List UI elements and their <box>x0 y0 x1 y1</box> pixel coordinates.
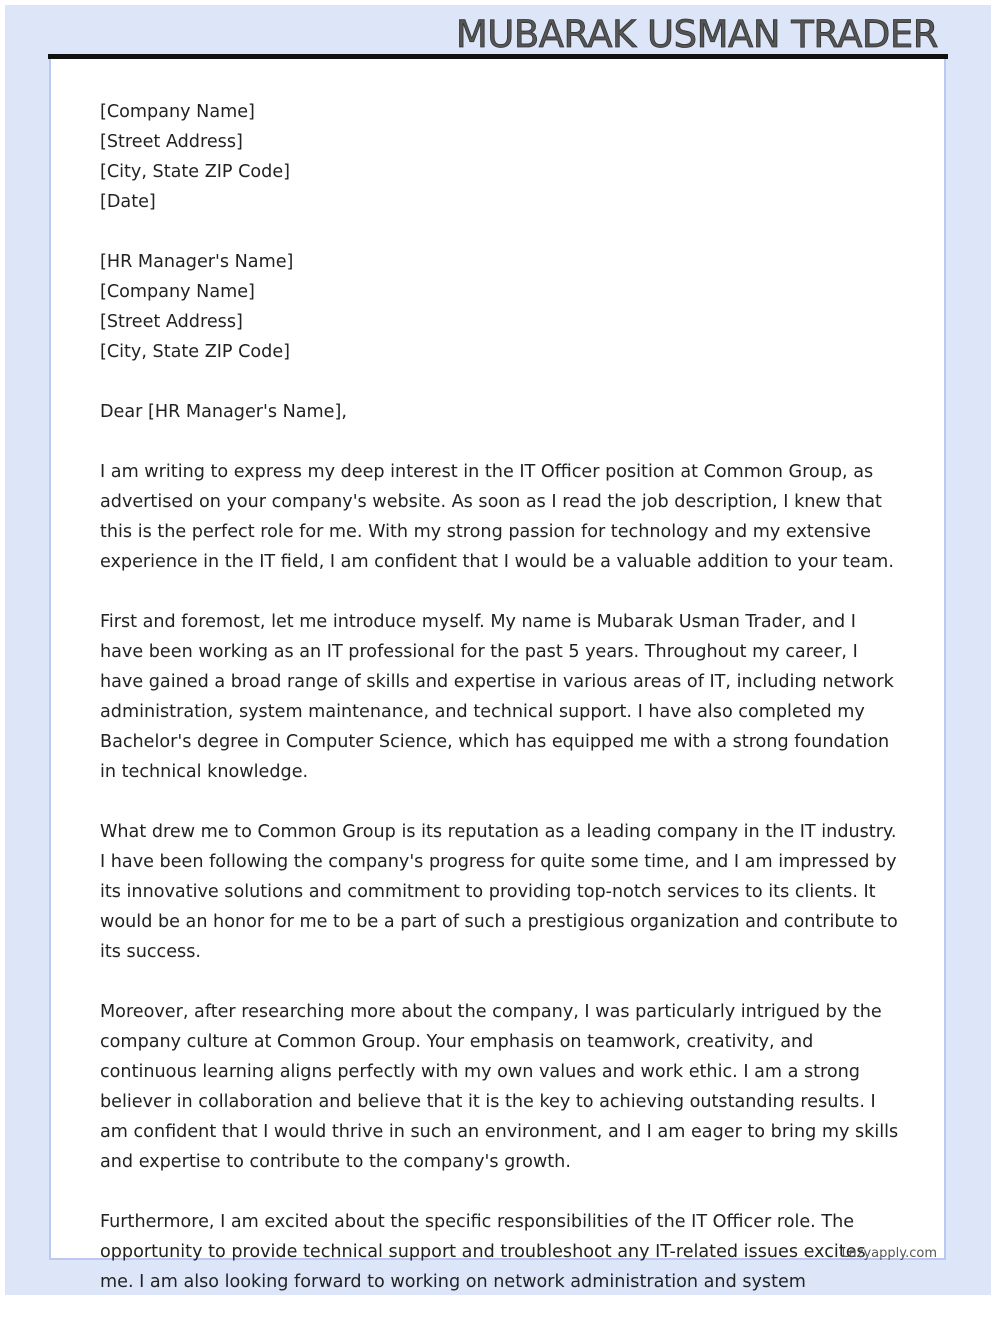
body-paragraph: What drew me to Common Group is its reputation as a leading company in the IT industry. I have been following the company's progress for quite some time, and I am impressed by its innovative solutions and commitment to providing top-notch services to its clients. It would be an honor for me to be a part of such a prestigious organization and contribute to its success. <box>100 822 898 962</box>
recipient-street: [Street Address] <box>100 312 243 332</box>
sender-company: [Company Name] <box>100 102 255 122</box>
letter-date: [Date] <box>100 192 156 212</box>
sender-address-block <box>100 97 900 217</box>
recipient-city: [City, State ZIP Code] <box>100 342 291 362</box>
cover-letter-body <box>100 97 900 1327</box>
recipient-company: [Company Name] <box>100 282 255 302</box>
body-paragraph: I am writing to express my deep interest in the IT Officer position at Common Group, as advertised on your company's website. As soon as I read the job description, I knew that this is the perfect role for me. With my strong passion for technology and my extensive experience in the IT field, I am confident that I would be a valuable addition to your team. <box>100 462 894 572</box>
body-paragraph: Moreover, after researching more about the company, I was particularly intrigued by the company culture at Common Group. Your emphasis on teamwork, creativity, and continuous learning aligns perfectly with my own values and work ethic. I am a strong believer in collaboration and believe that it is the key to achieving outstanding results. I am confident that I would thrive in such an environment, and I am eager to bring my skills and expertise to contribute to the company's growth. <box>100 1002 899 1172</box>
recipient-address-block <box>100 247 900 367</box>
sender-city: [City, State ZIP Code] <box>100 162 291 182</box>
recipient-manager: [HR Manager's Name] <box>100 252 294 272</box>
sender-street: [Street Address] <box>100 132 243 152</box>
watermark-text: Lazyapply.com <box>841 1246 937 1261</box>
salutation: Dear [HR Manager's Name], <box>100 402 347 422</box>
body-paragraph: Furthermore, I am excited about the specific responsibilities of the IT Officer role. The opportunity to provide technical support and troubleshoot any IT-related issues excites me. I am also looking forward to working on network administration and system <box>100 1212 866 1292</box>
body-paragraph: First and foremost, let me introduce myself. My name is Mubarak Usman Trader, and I have been working as an IT professional for the past 5 years. Throughout my career, I have gained a broad range of skills and expertise in various areas of IT, including network administration, system maintenance, and technical support. I have also completed my Bachelor's degree in Computer Science, which has equipped me with a strong foundation in technical knowledge. <box>100 612 894 782</box>
applicant-name-heading: MUBARAK USMAN TRADER <box>455 13 938 56</box>
